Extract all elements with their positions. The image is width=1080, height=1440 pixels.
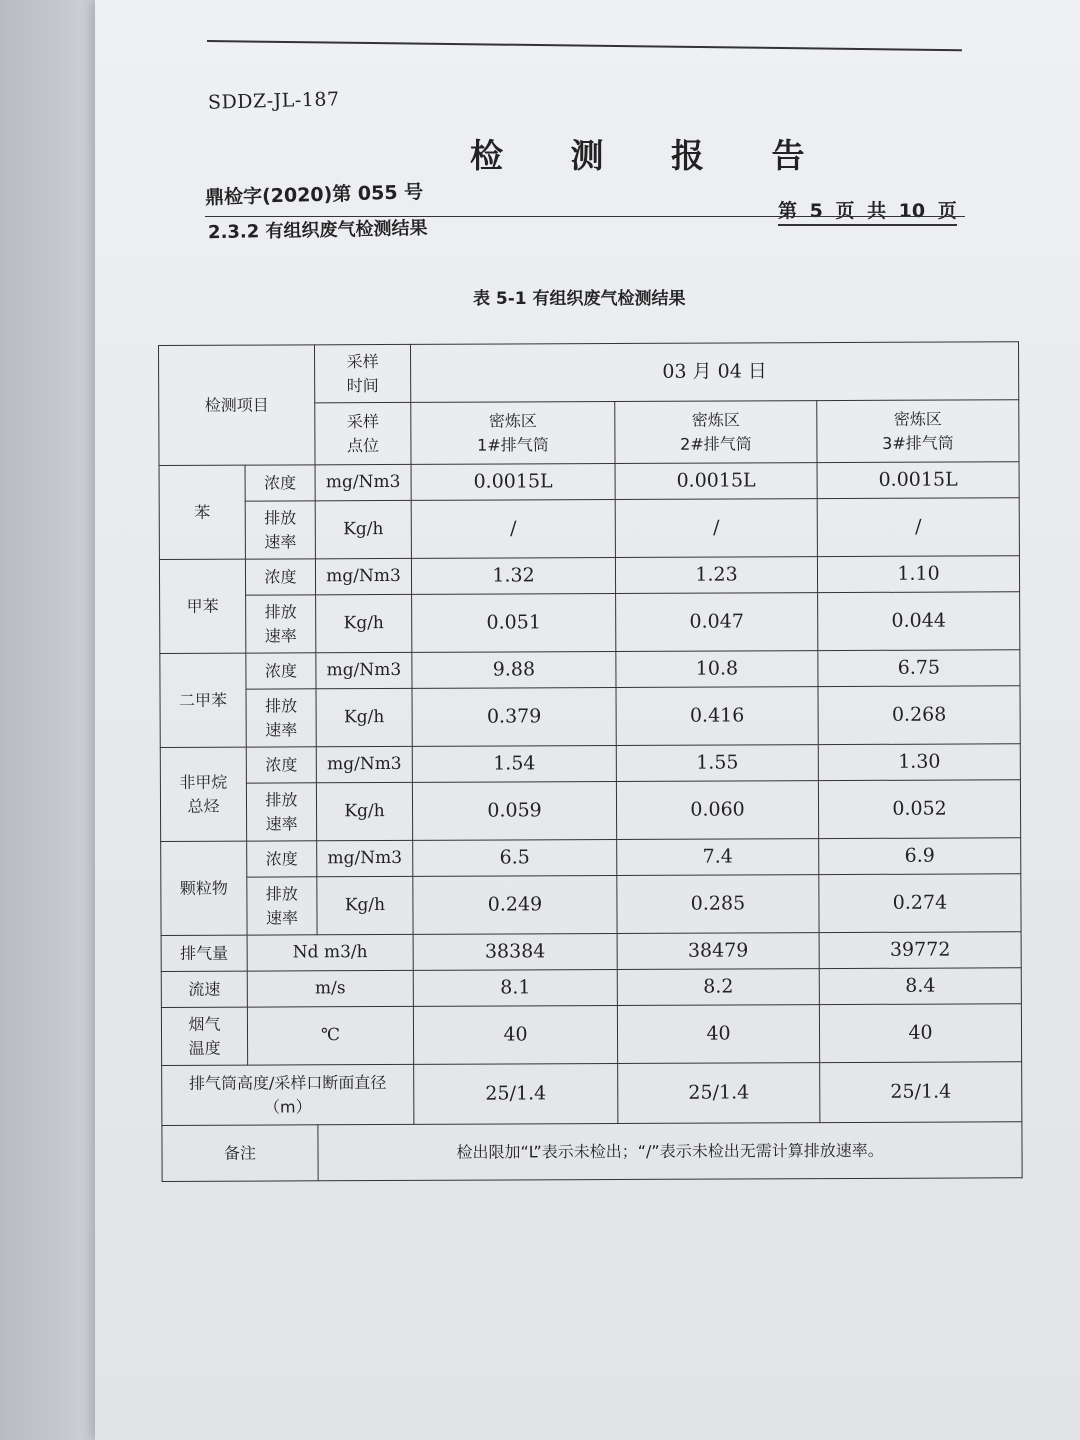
top-rule: [207, 40, 962, 51]
value-cell: 40: [819, 1004, 1021, 1063]
report-number: 鼎检字(2020)第 055 号: [204, 181, 424, 209]
value-cell: 0.249: [413, 876, 617, 935]
table-header-row: [159, 342, 1019, 404]
exhaust-label: 排气量: [161, 935, 247, 971]
value-cell: 0.0015L: [615, 463, 817, 500]
unit-cell: Kg/h: [316, 688, 412, 746]
value-cell: 0.044: [818, 592, 1020, 651]
unit-cell: ℃: [247, 1006, 413, 1065]
doc-code: SDDZ-JL-187: [207, 88, 340, 114]
pollutant-name: 苯: [159, 465, 245, 559]
table-row: [159, 462, 1019, 502]
unit-cell: mg/Nm3: [315, 558, 411, 594]
unit-cell: Nd m3/h: [247, 934, 413, 971]
value-cell: 1.23: [615, 557, 817, 594]
table-row: [160, 592, 1020, 654]
table-row: [159, 498, 1019, 560]
note-row: [162, 1122, 1022, 1182]
conc-label: 浓度: [247, 841, 317, 877]
section-title: 2.3.2 有组织废气检测结果: [207, 217, 428, 244]
rate-label: 排放 速率: [247, 877, 317, 935]
value-cell: 38479: [617, 933, 819, 970]
value-cell: 0.047: [616, 593, 818, 652]
table-row: [162, 1062, 1022, 1126]
value-cell: 0.0015L: [411, 464, 615, 501]
value-cell: 6.75: [818, 650, 1020, 687]
table-row: [159, 556, 1019, 596]
unit-cell: mg/Nm3: [317, 840, 413, 876]
unit-cell: m/s: [247, 970, 413, 1007]
results-table: [158, 341, 1023, 1182]
value-cell: 10.8: [616, 651, 818, 688]
value-cell: 0.0015L: [817, 462, 1019, 499]
value-cell: 8.4: [819, 968, 1021, 1005]
unit-cell: Kg/h: [315, 500, 411, 558]
results-table-wrapper: [158, 341, 1022, 1182]
table-row: [161, 932, 1021, 972]
conc-label: 浓度: [246, 653, 316, 689]
point-header-2: 密炼区 2#排气筒: [615, 401, 817, 464]
value-cell: 9.88: [412, 652, 616, 689]
value-cell: 0.268: [818, 686, 1020, 745]
report-title: 检 测 报 告: [470, 136, 833, 175]
point-header-1: 密炼区 1#排气筒: [411, 402, 615, 465]
table-row: [160, 650, 1020, 690]
note-text: 检出限加“L”表示未检出；“/”表示未检出无需计算排放速率。: [318, 1122, 1022, 1181]
table-caption: 表 5-1 有组织废气检测结果: [473, 289, 686, 309]
table-row: [160, 780, 1020, 842]
point-label: 采样 点位: [315, 402, 411, 464]
height-label: 排气筒高度/采样口断面直径 （m）: [162, 1064, 414, 1125]
conc-label: 浓度: [245, 559, 315, 595]
value-cell: 38384: [413, 934, 617, 971]
value-cell: 1.30: [818, 744, 1020, 781]
pollutant-name: 甲苯: [159, 559, 245, 653]
rate-label: 排放 速率: [246, 595, 316, 653]
value-cell: 6.5: [413, 840, 617, 877]
sampling-date: 03 月 04 日: [411, 342, 1019, 403]
pollutant-name: 二甲苯: [160, 653, 246, 747]
table-row: [161, 968, 1021, 1008]
value-cell: 25/1.4: [820, 1062, 1022, 1123]
value-cell: 1.55: [616, 745, 818, 782]
value-cell: 0.059: [412, 782, 616, 841]
value-cell: 25/1.4: [618, 1063, 820, 1124]
value-cell: 39772: [819, 932, 1021, 969]
value-cell: 1.32: [411, 558, 615, 595]
unit-cell: Kg/h: [317, 876, 413, 934]
value-cell: 1.10: [817, 556, 1019, 593]
value-cell: 8.2: [617, 969, 819, 1006]
value-cell: 0.379: [412, 688, 616, 747]
table-row: [161, 838, 1021, 878]
rate-label: 排放 速率: [246, 783, 316, 841]
time-label: 采样 时间: [315, 344, 411, 402]
value-cell: 0.060: [616, 781, 818, 840]
report-page: [95, 0, 1080, 1440]
rate-label: 排放 速率: [246, 689, 316, 747]
temperature-label: 烟气 温度: [161, 1007, 247, 1065]
value-cell: 6.9: [819, 838, 1021, 875]
value-cell: 0.051: [412, 594, 616, 653]
point-header-3: 密炼区 3#排气筒: [817, 400, 1019, 463]
conc-label: 浓度: [245, 465, 315, 501]
item-header: 检测项目: [159, 345, 316, 466]
unit-cell: Kg/h: [316, 594, 412, 652]
page-info: 第 5 页 共 10 页: [778, 196, 957, 226]
value-cell: 7.4: [617, 839, 819, 876]
value-cell: /: [817, 498, 1019, 557]
value-cell: 0.274: [819, 874, 1021, 933]
pollutant-name: 颗粒物: [161, 841, 247, 935]
unit-cell: mg/Nm3: [316, 746, 412, 782]
table-row: [160, 744, 1020, 784]
pollutant-name: 非甲烷 总烃: [160, 747, 246, 841]
value-cell: 0.285: [617, 875, 819, 934]
unit-cell: Kg/h: [316, 782, 412, 840]
value-cell: /: [615, 499, 817, 558]
value-cell: 0.052: [818, 780, 1020, 839]
rate-label: 排放 速率: [245, 501, 315, 559]
value-cell: 40: [617, 1005, 819, 1064]
unit-cell: mg/Nm3: [315, 464, 411, 500]
value-cell: 40: [413, 1006, 617, 1065]
table-row: [160, 686, 1020, 748]
value-cell: /: [411, 500, 615, 559]
unit-cell: mg/Nm3: [316, 652, 412, 688]
table-row: [161, 874, 1021, 936]
value-cell: 0.416: [616, 687, 818, 746]
value-cell: 8.1: [413, 970, 617, 1007]
note-label: 备注: [162, 1125, 318, 1182]
table-row: [161, 1004, 1021, 1066]
value-cell: 25/1.4: [414, 1064, 618, 1125]
velocity-label: 流速: [161, 971, 247, 1007]
conc-label: 浓度: [246, 747, 316, 783]
value-cell: 1.54: [412, 746, 616, 783]
